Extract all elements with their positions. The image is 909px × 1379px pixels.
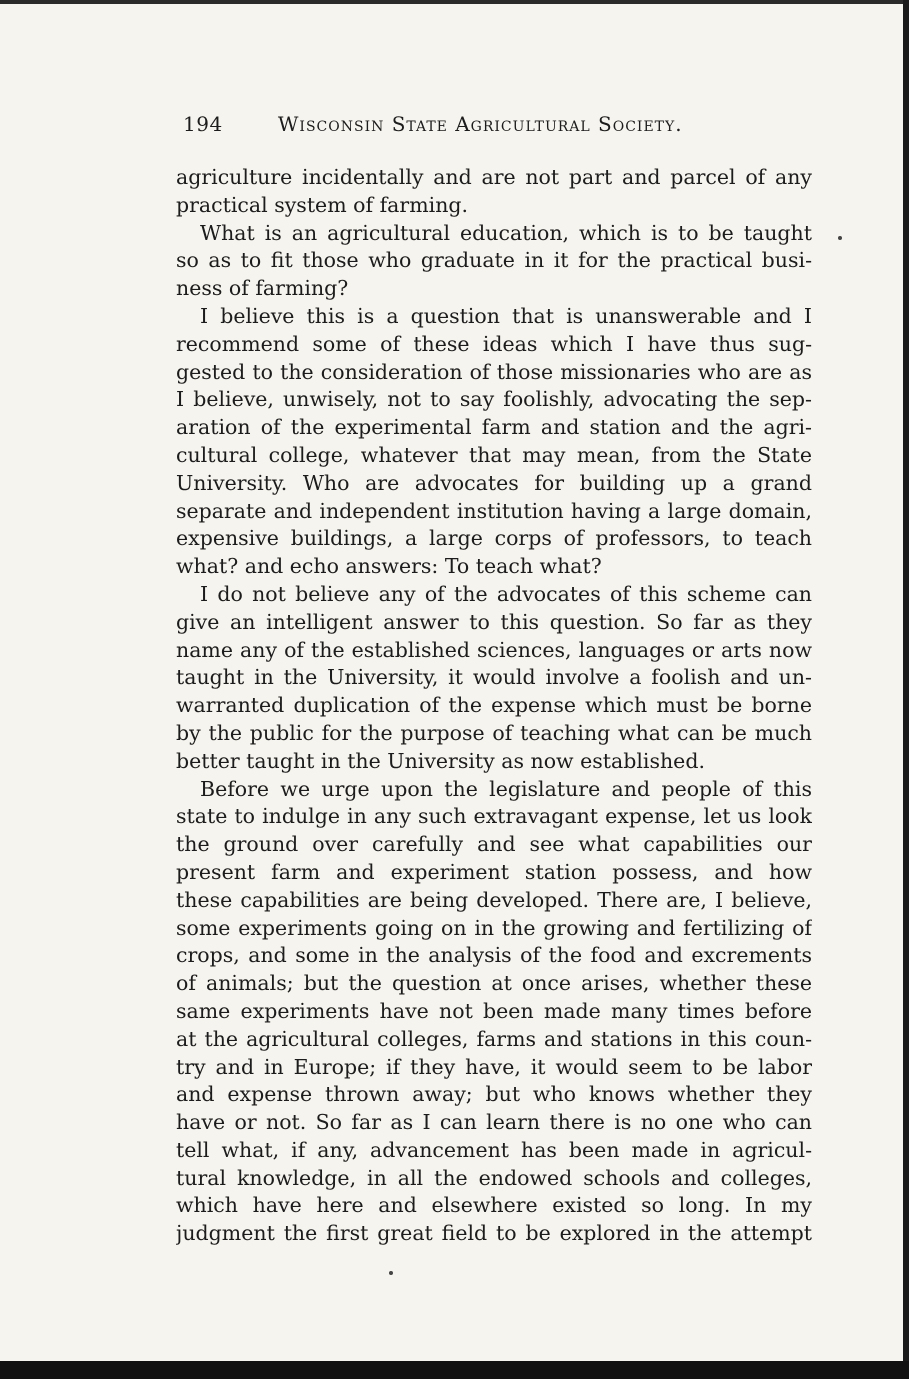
body-text [176,164,812,1248]
text-line: tell what, if any, advancement has been made in agricul- [176,1137,812,1162]
text-line: crops, and some in the analysis of the food and excrements [176,943,812,968]
scan-edge-top [0,0,909,4]
running-header [183,112,743,136]
page-number: 194 [183,112,223,136]
text-line: recommend some of these ideas which I have thus sug- [176,331,812,356]
text-line: give an intelligent answer to this question. So far as they [176,609,812,634]
text-line: by the public for the purpose of teaching what can be much [176,720,812,745]
paragraph-first-line: I believe this is a question that is unanswerable and I [200,303,812,328]
text-line: what? and echo answers: To teach what? [176,554,602,579]
text-line: present farm and experiment station possess, and how [176,859,812,884]
scan-edge-bottom [0,1361,909,1379]
text-line: judgment the first great field to be explored in the attempt [176,1221,812,1246]
text-line: gested to the consideration of those missionaries who are as [176,359,812,384]
text-line: name any of the established sciences, languages or arts now [176,637,812,662]
text-line: separate and independent institution having a large domain, [176,498,812,523]
text-line: have or not. So far as I can learn there is no one who can [176,1110,812,1135]
text-line: I believe, unwisely, not to say foolishly, advocating the sep- [176,387,812,412]
text-line: state to indulge in any such extravagant expense, let us look [176,804,812,829]
scan-edge-right [903,0,909,1379]
text-line: of animals; but the question at once arises, whether these [176,971,812,996]
text-line: ness of farming? [176,276,349,301]
running-title: Wisconsin State Agricultural Society. [277,112,683,136]
ink-speck [838,236,842,240]
text-line: agriculture incidentally and are not part and parcel of any [176,165,812,189]
text-line: warranted duplication of the expense which must be borne [176,693,812,718]
paragraph-first-line: I do not believe any of the advocates of this scheme can [200,581,812,606]
paragraph-first-line: What is an agricultural education, which is to be taught [200,220,812,245]
ink-speck [389,1271,393,1275]
text-line: expensive buildings, a large corps of professors, to teach [176,526,812,551]
text-line: which have here and elsewhere existed so long. In my [176,1193,812,1218]
text-line: the ground over carefully and see what capabilities our [176,832,812,857]
paragraph-first-line: Before we urge upon the legislature and people of this [200,776,812,801]
text-line: and expense thrown away; but who knows whether they [176,1082,812,1107]
text-line: tural knowledge, in all the endowed schools and colleges, [176,1165,812,1190]
text-line: University. Who are advocates for building up a grand [176,470,812,495]
text-line: at the agricultural colleges, farms and stations in this coun- [176,1026,812,1051]
text-line: these capabilities are being developed. There are, I believe, [176,887,812,912]
text-line: so as to fit those who graduate in it for the practical busi- [176,248,812,273]
text-line: better taught in the University as now established. [176,748,705,773]
text-line: practical system of farming. [176,192,469,217]
text-line: aration of the experimental farm and station and the agri- [176,415,812,440]
text-line: cultural college, whatever that may mean, from the State [176,442,812,467]
text-line: same experiments have not been made many times before [176,998,812,1023]
text-line: some experiments going on in the growing and fertilizing of [176,915,812,940]
text-line: taught in the University, it would involve a foolish and un- [176,665,812,690]
text-line: try and in Europe; if they have, it would seem to be labor [176,1054,812,1079]
